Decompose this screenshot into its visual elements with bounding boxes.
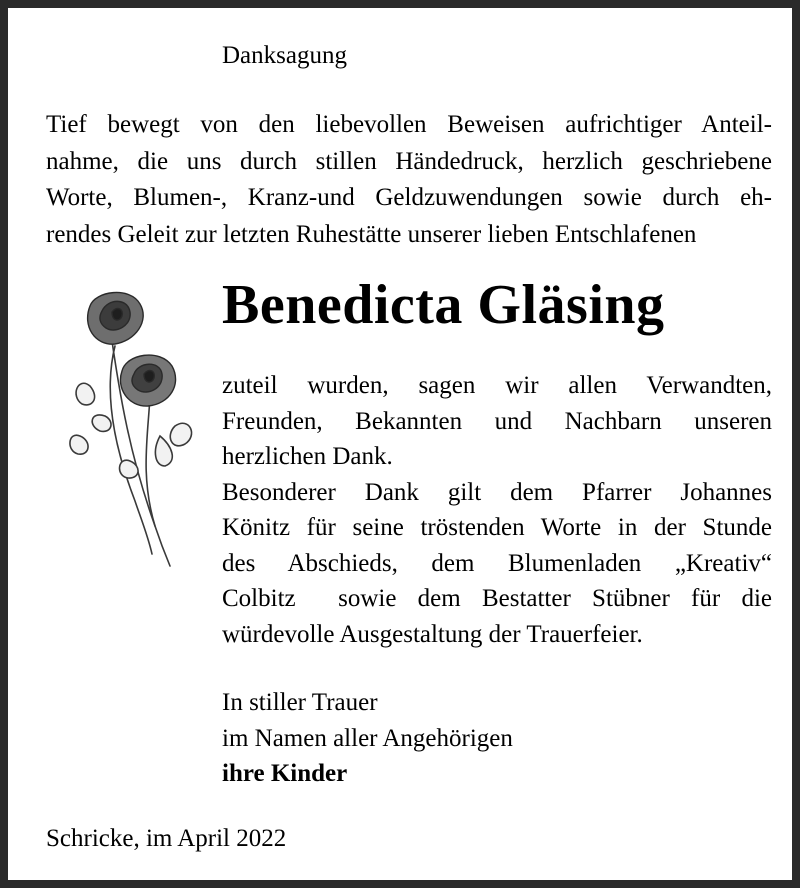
thanks-paragraph [222, 368, 772, 652]
rose-icon [60, 286, 200, 571]
thanks-line: herzlichen Dank. [222, 443, 393, 470]
closing-line: im Namen aller Angehörigen [222, 724, 513, 752]
thanks-line: Könitz für seine tröstenden Worte in der Stunde [222, 514, 772, 541]
thanks-line: Freunden, Bekannten und Nachbarn unseren [222, 407, 772, 435]
place-date: Schricke, im April 2022 [46, 825, 287, 852]
signature: ihre Kinder [222, 760, 348, 787]
thanks-line: zuteil wurden, sagen wir allen Verwandten, [222, 372, 772, 399]
intro-line: rendes Geleit zur letzten Ruhestätte unserer lieben Entschlafenen [46, 220, 697, 248]
thanks-line: Colbitz sowie dem Bestatter Stübner für die [222, 585, 772, 612]
intro-line: nahme, die uns durch stillen Händedruck, herzlich geschriebene [46, 147, 772, 175]
thanks-line: des Abschieds, dem Blumenladen „Kreativ“ [222, 549, 772, 577]
intro-line: Tief bewegt von den liebevollen Beweisen aufrichtiger Anteil- [46, 111, 772, 138]
deceased-name: Benedicta Gläsing [222, 274, 665, 336]
thanks-line: Besonderer Dank gilt dem Pfarrer Johannes [222, 478, 772, 506]
intro-line: Worte, Blumen-, Kranz-und Geldzuwendungen sowie durch eh- [46, 184, 772, 211]
notice-heading: Danksagung [222, 42, 347, 69]
closing-line: In stiller Trauer [222, 689, 378, 716]
closing-block [222, 685, 513, 792]
thanks-line: würdevolle Ausgestaltung der Trauerfeier. [222, 620, 643, 648]
intro-paragraph [46, 107, 772, 253]
